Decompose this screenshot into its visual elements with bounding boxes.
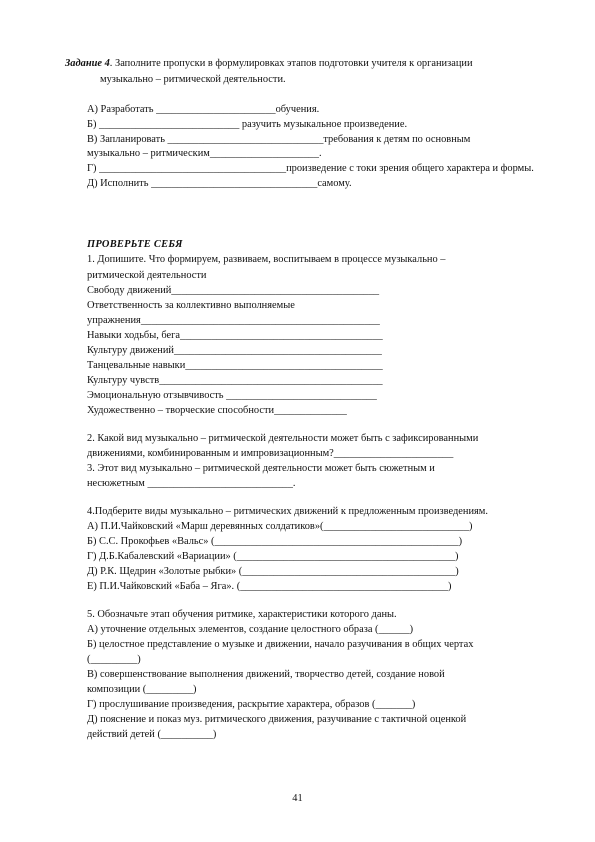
list-item: Д) Р.К. Щедрин «Золотые рыбки» (_________________________________________) [87, 566, 459, 577]
page-number: 41 [292, 793, 303, 804]
question-1-cont: ритмической деятельности [87, 270, 207, 281]
list-item: Культуру движений________________________________________ [87, 345, 382, 356]
task4-label: Задание 4 [65, 58, 110, 69]
question-4: 4.Подберите виды музыкально – ритмических движений к предложенным произведениям. [87, 506, 488, 517]
task4-item-d: Г) ____________________________________произведение с токи зрения общего характера и формы. [87, 163, 534, 174]
list-item: В) совершенствование выполнения движений, творчество детей, создание новой [87, 669, 445, 680]
list-item: Е) П.И.Чайковский «Баба – Яга». (________________________________________) [87, 581, 452, 592]
question-5: 5. Обозначьте этап обучения ритмике, характеристики которого даны. [87, 609, 397, 620]
list-item: Культуру чувств___________________________________________ [87, 375, 383, 386]
list-item: упражнения______________________________________________ [87, 315, 380, 326]
list-item: Г) прослушивание произведения, раскрытие характера, образов (_______) [87, 699, 416, 710]
check-yourself-heading: ПРОВЕРЬТЕ СЕБЯ [87, 239, 183, 250]
list-item: А) уточнение отдельных элементов, создание целостного образа (______) [87, 624, 414, 635]
question-2-cont: движениями, комбинированным и импровизационным?_______________________ [87, 448, 454, 459]
list-item: Свободу движений________________________________________ [87, 285, 380, 296]
list-item: Художественно – творческие способности______________ [87, 405, 347, 416]
task4-item-e: Д) Исполнить ________________________________самому. [87, 178, 352, 189]
task4-item-b: Б) ___________________________ разучить музыкальное произведение. [87, 119, 408, 130]
list-item: (_________) [87, 654, 141, 665]
task4-item-c-cont: музыкально – ритмическим_____________________. [87, 148, 322, 159]
list-item: Эмоциональную отзывчивость _____________________________ [87, 390, 377, 401]
list-item: Д) пояснение и показ муз. ритмического движения, разучивание с тактичной оценкой [87, 714, 467, 725]
list-item: композиции (_________) [87, 684, 197, 695]
question-1: 1. Допишите. Что формируем, развиваем, воспитываем в процессе музыкально – [87, 254, 446, 265]
task4-item-a: А) Разработать _______________________обучения. [87, 104, 320, 115]
question-3: 3. Этот вид музыкально – ритмической деятельности может быть сюжетным и [87, 463, 435, 474]
question-3-cont: несюжетным ____________________________. [87, 478, 296, 489]
task4-instruction: . Заполните пропуски в формулировках этапов подготовки учителя к организации [109, 58, 473, 69]
list-item: А) П.И.Чайковский «Марш деревянных солдатиков»(____________________________) [87, 521, 473, 532]
list-item: действий детей (__________) [87, 729, 217, 740]
task4-title [65, 56, 473, 71]
list-item: Б) С.С. Прокофьев «Вальс» (_______________________________________________) [87, 536, 463, 547]
task4-item-c: В) Запланировать ______________________________требования к детям по основным [87, 134, 471, 145]
list-item: Г) Д.Б.Кабалевский «Вариации» (__________________________________________) [87, 551, 459, 562]
question-2: 2. Какой вид музыкально – ритмической деятельности может быть с зафиксированными [87, 433, 479, 444]
list-item: Б) целостное представление о музыке и движении, начало разучивания в общих чертах [87, 639, 474, 650]
list-item: Навыки ходьбы, бега_______________________________________ [87, 330, 383, 341]
task4-instruction-cont: музыкально – ритмической деятельности. [100, 74, 286, 85]
list-item: Ответственность за коллективно выполняемые [87, 300, 295, 311]
list-item: Танцевальные навыки______________________________________ [87, 360, 383, 371]
